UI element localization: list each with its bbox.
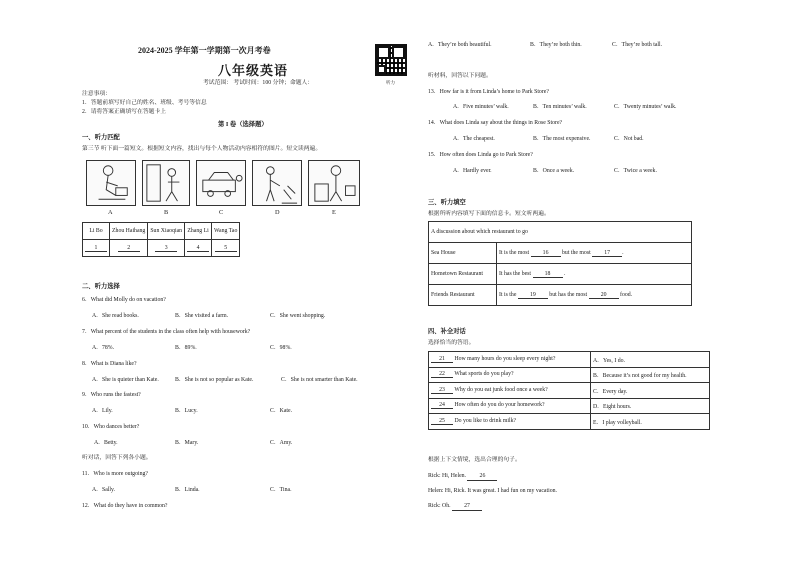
answer-blank[interactable]: 27 — [452, 503, 482, 511]
option[interactable]: A．Five minutes’ walk. — [453, 104, 509, 110]
fill-blank[interactable]: 20 — [589, 292, 619, 299]
question: 8．What is Diana like? — [82, 361, 137, 367]
question-text: How many hours do you sleep every night? — [454, 355, 556, 362]
option[interactable]: A．She read books. — [92, 313, 139, 319]
question: 11．Who is more outgoing? — [82, 471, 148, 477]
restaurant-info — [497, 243, 692, 264]
restaurant-name: Hometown Restaurant — [429, 264, 497, 285]
note-item: 1．答题前填写好自己的姓名、班级、考号等信息 — [82, 100, 207, 106]
dialogue-line — [428, 473, 497, 481]
info-text: . — [622, 249, 624, 256]
option[interactable]: A．They’re both beautiful. — [428, 42, 492, 48]
matching-table — [82, 222, 240, 257]
dialogue-question — [429, 367, 591, 383]
restaurant-name: Sea House — [429, 243, 497, 264]
qr-caption: 听力 — [386, 80, 395, 85]
option[interactable]: B．She visited a farm. — [175, 313, 229, 319]
option[interactable]: B．The most expensive. — [533, 136, 591, 142]
option[interactable]: A．Hardly ever. — [453, 168, 492, 174]
exam-title: 2024-2025 学年第一学期第一次月考卷 — [138, 46, 271, 55]
info-text: It has the best — [499, 270, 532, 277]
answer-blank[interactable]: 23 — [431, 387, 453, 394]
question-text: How often do you do your homework? — [454, 402, 545, 409]
question: 12．What do they have in common? — [82, 503, 168, 509]
section2-title: 二、听力选择 — [82, 283, 120, 290]
dialogue-line: Helen: Hi, Rick. It was great. I had fun on my vacation. — [428, 488, 557, 494]
question-text: Why do you eat junk food once a week? — [454, 386, 548, 393]
answer-cell[interactable] — [148, 240, 185, 257]
option[interactable]: C．Amy. — [270, 440, 293, 446]
info-text: . — [563, 270, 566, 277]
picture-a-washing-icon — [86, 160, 136, 206]
left-column — [78, 0, 418, 562]
name-cell: Li Bo — [83, 223, 110, 240]
question-text: Do you like to drink milk? — [454, 417, 517, 424]
dialogue-question — [429, 383, 591, 399]
answer-blank: 1 — [85, 245, 107, 252]
option[interactable]: C．Tina. — [270, 487, 292, 493]
question: 13．How far is it from Linda’s home to Park Store? — [428, 89, 549, 95]
answer-blank: 3 — [155, 245, 177, 252]
option[interactable]: C．They’re both tall. — [612, 42, 663, 48]
answer-blank: 2 — [118, 245, 140, 252]
name-cell: Sun Xiaoqian — [148, 223, 185, 240]
section3-title: 三、听力填空 — [428, 199, 466, 206]
right-column — [424, 0, 716, 562]
answer-blank[interactable]: 26 — [467, 473, 497, 481]
answer-blank: 4 — [187, 245, 209, 252]
name-cell: Wang Tao — [212, 223, 240, 240]
dialogue-intro: 听对话，回答下列各小题。 — [82, 455, 152, 461]
info-text: food. — [620, 291, 633, 298]
restaurant-info — [497, 285, 692, 306]
line-text: Rick: Hi, Helen. — [428, 473, 466, 479]
option[interactable]: B．She is not so popular as Kate. — [175, 377, 254, 383]
option[interactable]: B．Ten minutes’ walk. — [533, 104, 587, 110]
picture-c-car-icon — [196, 160, 246, 206]
name-cell: Zhang Li — [185, 223, 212, 240]
question: 15．How often does Linda go to Park Store? — [428, 152, 533, 158]
fill-blank[interactable]: 16 — [531, 250, 561, 257]
dialogue-line — [428, 503, 482, 511]
table-header: A discussion about which restaurant to go — [429, 222, 692, 243]
dialogue-question — [429, 398, 591, 414]
question: 14．What does Linda say about the things in Rose Store? — [428, 120, 563, 126]
pic-label: D — [275, 209, 280, 216]
option[interactable]: C．Twenty minutes’ walk. — [614, 104, 677, 110]
option[interactable]: B．Lucy. — [175, 408, 198, 414]
line-text: Rick: Oh. — [428, 503, 451, 509]
dialogue-answer: C．Every day. — [591, 383, 710, 399]
option[interactable]: B．Once a week. — [533, 168, 575, 174]
listening-intro: 听材料，回答以下问题。 — [428, 73, 492, 79]
option[interactable]: B．Linda. — [175, 487, 200, 493]
option[interactable]: C．98%. — [270, 345, 292, 351]
option[interactable]: B．They’re both thin. — [530, 42, 582, 48]
dialogue-answer: D．Eight hours. — [591, 398, 710, 414]
option[interactable]: C．Twice a week. — [614, 168, 657, 174]
option[interactable]: C．Not bad. — [614, 136, 644, 142]
dialogue-answer: A．Yes, I do. — [591, 352, 710, 368]
answer-blank[interactable]: 22 — [431, 371, 453, 378]
section1-title: 一、听力匹配 — [82, 134, 120, 141]
section4-instruction: 选择恰当的答语。 — [428, 340, 475, 346]
option[interactable]: B．89%. — [175, 345, 197, 351]
info-text: It is the — [499, 291, 517, 298]
qr-code-icon — [375, 44, 407, 76]
name-cell: Zhou Haihang — [110, 223, 148, 240]
restaurant-table — [428, 221, 692, 306]
note-item: 2．请将答案正确填写在答题卡上 — [82, 109, 167, 115]
pic-label: C — [219, 209, 224, 216]
notes-heading: 注意事项： — [82, 91, 111, 97]
info-text: It is the most — [499, 249, 530, 256]
info-text: but the most — [562, 249, 591, 256]
section1-instruction: 第三节 听下面一篇短文。根据短文内容，找出与每个人物活动内容相符的图片。短文读两遍。 — [82, 146, 322, 152]
pic-label: A — [108, 209, 113, 216]
subject-title: 八年级英语 — [218, 63, 289, 78]
answer-cell[interactable] — [212, 240, 240, 257]
section4-title: 四、补全对话 — [428, 328, 466, 335]
dialogue-answer: E．I play volleyball. — [591, 414, 710, 430]
context-intro: 根据上下文情境，选出合理的句子。 — [428, 457, 521, 463]
question: 6．What did Molly do on vacation? — [82, 297, 166, 303]
question-text: What sports do you play? — [454, 371, 514, 378]
option[interactable]: A．Sally. — [92, 487, 115, 493]
option[interactable]: A．78%. — [92, 345, 115, 351]
dialogue-question — [429, 414, 591, 430]
option[interactable]: A．She is quieter than Kate. — [92, 377, 159, 383]
picture-b-reading-icon — [142, 160, 190, 206]
part1-title: 第 I 卷（选择题） — [218, 121, 268, 128]
restaurant-name: Friends Restaurant — [429, 285, 497, 306]
section3-instruction: 根据所听内容填写下面的信息卡。短文听两遍。 — [428, 211, 550, 217]
option[interactable]: B．Mary. — [175, 440, 199, 446]
question: 9．Who runs the fastest? — [82, 392, 141, 398]
answer-cell[interactable] — [185, 240, 212, 257]
pic-label: E — [332, 209, 336, 216]
option[interactable]: A．The cheapest. — [453, 136, 495, 142]
dialogue-question — [429, 352, 591, 368]
fill-blank[interactable]: 19 — [518, 292, 548, 299]
info-text: but has the most — [549, 291, 588, 298]
fill-blank[interactable]: 17 — [592, 250, 622, 257]
question: 10．Who dances better? — [82, 424, 140, 430]
picture-e-cooking-icon — [308, 160, 360, 206]
dialogue-match-table — [428, 351, 710, 430]
option[interactable]: C．Kate. — [270, 408, 293, 414]
answer-cell[interactable] — [110, 240, 148, 257]
exam-info: 考试范围： 考试时间：100 分钟；命题人： — [203, 80, 314, 86]
answer-blank: 5 — [215, 245, 237, 252]
fill-blank[interactable]: 18 — [533, 271, 563, 278]
option[interactable]: A．Betty. — [94, 440, 118, 446]
answer-blank[interactable]: 24 — [431, 402, 453, 409]
option[interactable]: C．She went shopping. — [270, 313, 326, 319]
pic-label: B — [164, 209, 169, 216]
restaurant-info — [497, 264, 692, 285]
dialogue-answer: B．Because it’s not good for my health. — [591, 367, 710, 383]
answer-blank[interactable]: 25 — [431, 418, 453, 425]
answer-cell[interactable] — [83, 240, 110, 257]
option[interactable]: C．She is not smarter than Kate. — [281, 377, 358, 383]
answer-blank[interactable]: 21 — [431, 356, 453, 363]
question: 7．What percent of the students in the class often help with housework? — [82, 329, 251, 335]
option[interactable]: A．Lily. — [92, 408, 113, 414]
picture-d-watering-icon — [252, 160, 302, 206]
